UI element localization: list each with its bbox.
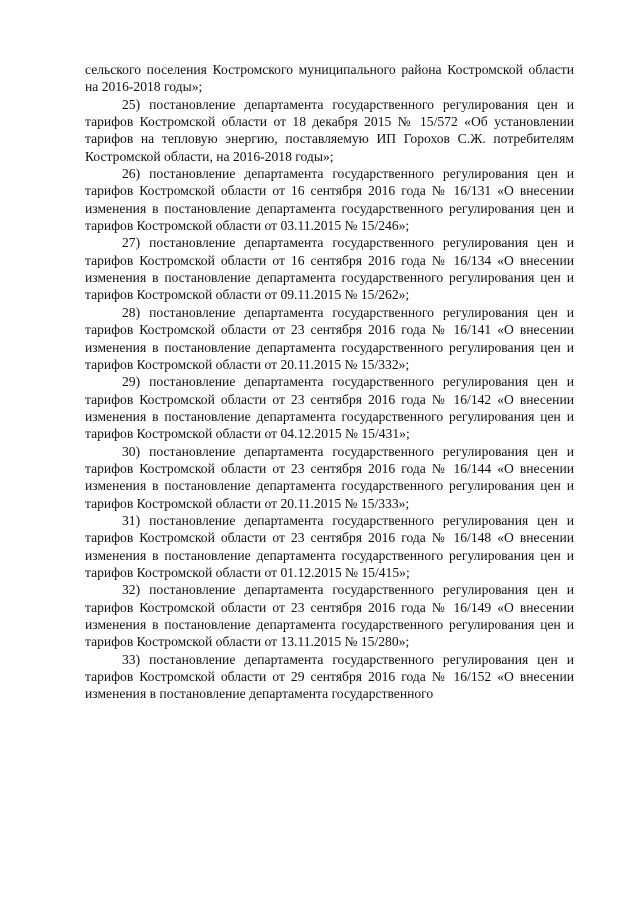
paragraph-continuation: сельского поселения Костромского муниципального района Костромской области на 2016-2018 годы»; bbox=[85, 62, 574, 95]
list-item-28: 28) постановление департамента государственного регулирования цен и тарифов Костромской области от 23 сентября 2016 года № 16/141 «О внесении изменения в постановление департамента государственного регулирования цен и тарифов Костромской области от 20.11.2015 № 15/332»; bbox=[85, 304, 574, 372]
list-item-30: 30) постановление департамента государственного регулирования цен и тарифов Костромской области от 23 сентября 2016 года № 16/144 «О внесении изменения в постановление департамента государственного регулирования цен и тарифов Костромской области от 20.11.2015 № 15/333»; bbox=[85, 443, 574, 511]
list-item-26: 26) постановление департамента государственного регулирования цен и тарифов Костромской области от 16 сентября 2016 года № 16/131 «О внесении изменения в постановление департамента государственного регулирования цен и тарифов Костромской области от 03.11.2015 № 15/246»; bbox=[85, 166, 574, 234]
document-body bbox=[85, 61, 574, 703]
list-item-27: 27) постановление департамента государственного регулирования цен и тарифов Костромской области от 16 сентября 2016 года № 16/134 «О внесении изменения в постановление департамента государственного регулирования цен и тарифов Костромской области от 09.11.2015 № 15/262»; bbox=[85, 235, 574, 303]
list-item-33: 33) постановление департамента государственного регулирования цен и тарифов Костромской области от 29 сентября 2016 года № 16/152 «О внесении изменения в постановление департамента государственного bbox=[85, 651, 574, 702]
list-item-32: 32) постановление департамента государственного регулирования цен и тарифов Костромской области от 23 сентября 2016 года № 16/149 «О внесении изменения в постановление департамента государственного регулирования цен и тарифов Костромской области от 13.11.2015 № 15/280»; bbox=[85, 582, 574, 650]
list-item-29: 29) постановление департамента государственного регулирования цен и тарифов Костромской области от 23 сентября 2016 года № 16/142 «О внесении изменения в постановление департамента государственного регулирования цен и тарифов Костромской области от 04.12.2015 № 15/431»; bbox=[85, 374, 574, 442]
list-item-25: 25) постановление департамента государственного регулирования цен и тарифов Костромской области от 18 декабря 2015 № 15/572 «Об установлении тарифов на тепловую энергию, поставляемую ИП Горохов С.Ж. потребителям Костромской области, на 2016-2018 годы»; bbox=[85, 96, 574, 164]
list-item-31: 31) постановление департамента государственного регулирования цен и тарифов Костромской области от 23 сентября 2016 года № 16/148 «О внесении изменения в постановление департамента государственного регулирования цен и тарифов Костромской области от 01.12.2015 № 15/415»; bbox=[85, 512, 574, 580]
